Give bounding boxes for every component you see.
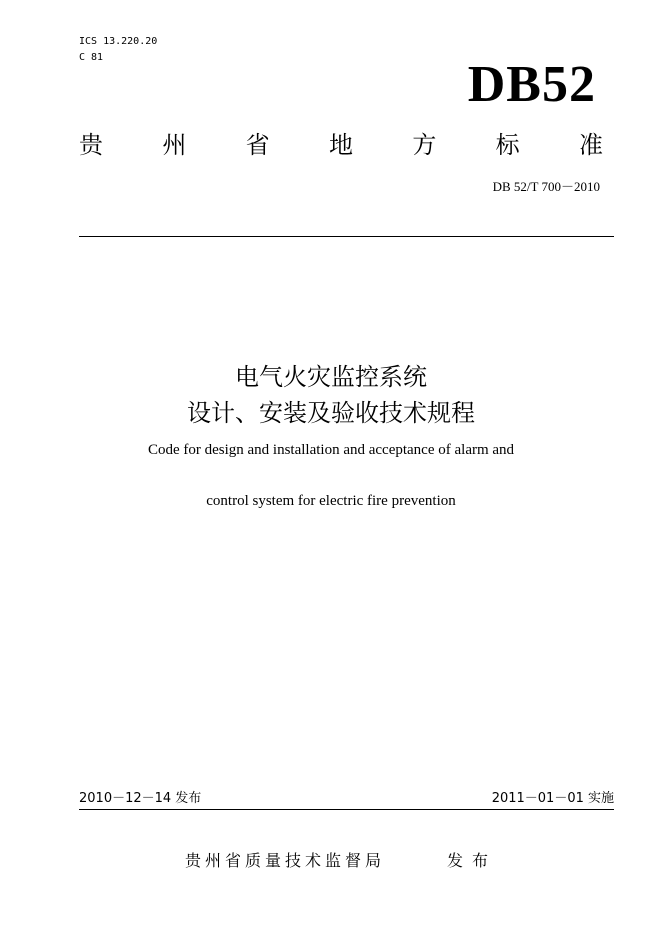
- implementation-date: 2011－01－01 实施: [491, 791, 614, 806]
- title-chinese-line-2: 设计、安装及验收技术规程: [187, 399, 475, 427]
- issuing-authority-heading: [79, 128, 603, 162]
- authority-char: 州: [162, 131, 187, 159]
- authority-char: 标: [495, 131, 520, 159]
- authority-char: 方: [412, 131, 437, 159]
- header-divider: [79, 236, 614, 237]
- classification-codes: [79, 34, 157, 66]
- title-english-line-1: Code for design and installation and acceptance of alarm and: [147, 442, 515, 458]
- issue-date: 2010－12－14 发布: [79, 791, 202, 806]
- publish-label: 发布: [447, 851, 498, 870]
- authority-char: 贵: [79, 131, 103, 159]
- publisher-name: 贵州省质量技术监督局: [185, 851, 386, 870]
- authority-char: 地: [328, 131, 353, 159]
- title-chinese-line-1: 电气火灾监控系统: [235, 363, 427, 391]
- ccs-code: C 81: [79, 52, 104, 63]
- authority-char: 省: [245, 131, 270, 159]
- standard-number: DB 52/T 700－2010: [492, 179, 600, 194]
- authority-char: 准: [578, 131, 603, 159]
- title-english-line-2: control system for electric fire prevention: [206, 493, 456, 509]
- standard-prefix-logo: DB52: [467, 56, 596, 113]
- ics-code: ICS 13.220.20: [79, 36, 158, 47]
- date-line: [79, 790, 614, 808]
- footer-divider: [79, 809, 614, 810]
